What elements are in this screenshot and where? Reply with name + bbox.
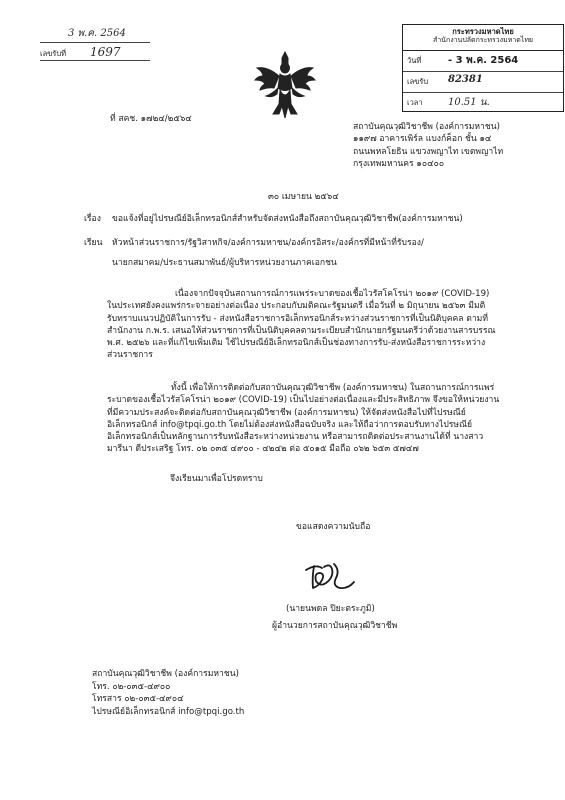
- footer-line: ไปรษณีย์อิเล็กทรอนิกส์ info@tpqi.go.th: [92, 706, 245, 717]
- paragraph-line: เนื่องจากปัจจุบันสถานการณ์การแพร่ระบาดของเชื้อไวรัสโคโรน่า ๒๐๑๙ (COVID-19): [175, 289, 490, 299]
- paragraph-line: มารีนา ดีประเสริฐ โทร. ๐๒ ๐๓๕ ๔๙๐๐ - ๔๒๔๒ ต่อ ๕๐๑๕ มือถือ ๐๖๒ ๖๕๓ ๕๗๔๗: [107, 444, 419, 455]
- closing-request: จึงเรียนมาเพื่อโปรดทราบ: [170, 474, 263, 484]
- stamp-date-label: วันที่: [407, 56, 422, 65]
- stamp-org-line2: สำนักงานปลัดกระทรวงมหาดไทย: [432, 36, 534, 45]
- handwritten-signature: [300, 560, 358, 594]
- paragraph-line: อิเล็กทรอนิกส์เป็นหลักฐานการรับหนังสือระหว่างหน่วยงาน หรือสามารถติดต่อประสานงานได้ที่ นางสาว: [107, 432, 484, 443]
- paragraph-line: ระบาดของเชื้อไวรัสโคโรน่า ๒๐๑๙ (COVID-19) เป็นไปอย่างต่อเนื่องและมีประสิทธิภาพ จึงขอให้หน่วยงาน: [107, 395, 500, 406]
- subject-text: ขอแจ้งที่อยู่ไปรษณีย์อิเล็กทรอนิกส์สำหรับจัดส่งหนังสือถึงสถาบันคุณวุฒิวิชาชีพ(องค์การมหาชน): [112, 214, 463, 224]
- garuda-emblem: [254, 50, 316, 122]
- sender-address-line: ๑๑๙๗ อาคารเพิร์ล แบงก์ค็อก ชั้น ๑๔: [353, 134, 492, 145]
- stamp-org-line1: กระทรวงมหาดไทย: [452, 27, 514, 36]
- body-paragraph-1: [107, 288, 495, 362]
- receipt-stamp-left: [40, 28, 150, 64]
- stamp-number-label: เลขรับ: [407, 77, 429, 86]
- to-line-2: นายกสมาคม/ประธานสมาพันธ์/ผู้บริหารหน่วยงานภาคเอกชน: [112, 258, 337, 268]
- subject-label: เรื่อง: [84, 214, 101, 224]
- stamp-time-label: เวลา: [407, 98, 423, 107]
- body-paragraph-2: [107, 382, 499, 456]
- signatory-title: ผู้อำนวยการสถาบันคุณวุฒิวิชาชีพ: [272, 621, 398, 631]
- to-line-1: หัวหน้าส่วนราชการ/รัฐวิสาหกิจ/องค์การมหาชน/องค์กรอิสระ/องค์กรที่มีหน้าที่รับรอง/: [112, 238, 424, 248]
- stamp-number: 82381: [448, 74, 483, 85]
- stamp-left-number-label: เลขรับที่: [40, 49, 67, 58]
- footer-line: โทรสาร ๐๒-๐๓๕-๔๙๐๔: [92, 694, 184, 705]
- footer-line: สถาบันคุณวุฒิวิชาชีพ (องค์การมหาชน): [92, 669, 239, 679]
- paragraph-line: อิเล็กทรอนิกส์ info@tpqi.go.th โดยไม่ต้องส่งหนังสือฉบับจริง และให้ถือว่าการตอบรับทางไปรษณีย์: [107, 419, 473, 430]
- stamp-date: - 3 พ.ค. 2564: [448, 55, 519, 66]
- reference-number: ที่ สคช. ๑๗๒๔/๒๕๖๔: [110, 114, 192, 124]
- paragraph-line: รับทราบแนวปฏิบัติในการรับ - ส่งหนังสือราชการอิเล็กทรอนิกส์ระหว่างส่วนราชการที่เป็นนิติบุคคล ตามที่: [107, 313, 488, 324]
- sender-address-line: กรุงเทพมหานคร ๑๐๔๐๐: [353, 158, 445, 169]
- paragraph-line: ทั้งนี้ เพื่อให้การติดต่อกับสถาบันคุณวุฒิวิชาชีพ (องค์การมหาชน) ในสถานการณ์การแพร่: [171, 383, 495, 393]
- sender-address: [353, 121, 503, 170]
- stamp-left-date: 3 พ.ค. 2564: [68, 28, 126, 39]
- stamp-time: 10.51 น.: [448, 97, 490, 108]
- signatory-name: (นายนพดล ปิยะตระภูมิ): [286, 604, 375, 614]
- complimentary-close: ขอแสดงความนับถือ: [296, 522, 371, 532]
- paragraph-line: พ.ศ. ๒๕๒๖ และที่แก้ไขเพิ่มเติม ใช้ไปรษณีย์อิเล็กทรอนิกส์เป็นช่องทางการรับ-ส่งหนังสือราชการระหว่าง: [107, 338, 486, 349]
- paragraph-line: ส่วนราชการ: [107, 350, 153, 361]
- footer-line: โทร. ๐๒-๐๓๕-๔๙๐๐: [92, 681, 171, 692]
- paragraph-line: ในประเทศยังคงแพร่กระจายอย่างต่อเนื่อง ประกอบกับมติคณะรัฐมนตรี เมื่อวันที่ ๒ มิถุนายน ๒๕๖๓ มีมติ: [107, 301, 486, 312]
- footer-contact: [92, 668, 244, 718]
- sender-name: สถาบันคุณวุฒิวิชาชีพ (องค์การมหาชน): [353, 122, 500, 132]
- to-label: เรียน: [84, 238, 103, 248]
- sender-address-line: ถนนพหลโยธิน แขวงพญาไท เขตพญาไท: [353, 146, 504, 157]
- stamp-left-number: 1697: [90, 45, 121, 59]
- receipt-stamp-right: [402, 24, 564, 112]
- paragraph-line: สำนักงาน ก.พ.ร. เสนอให้ส่วนราชการที่เป็นนิติบุคคลตามระเบียบสำนักนายกรัฐมนตรีว่าด้วยงานสารบรรณ: [107, 325, 496, 336]
- paragraph-line: ที่มีความประสงค์จะติดต่อกับสถาบันคุณวุฒิวิชาชีพ (องค์การมหาชน) ให้จัดส่งหนังสือไปที่ไปรษณีย์: [107, 407, 466, 418]
- letter-date: ๓๐ เมษายน ๒๕๖๔: [268, 192, 339, 202]
